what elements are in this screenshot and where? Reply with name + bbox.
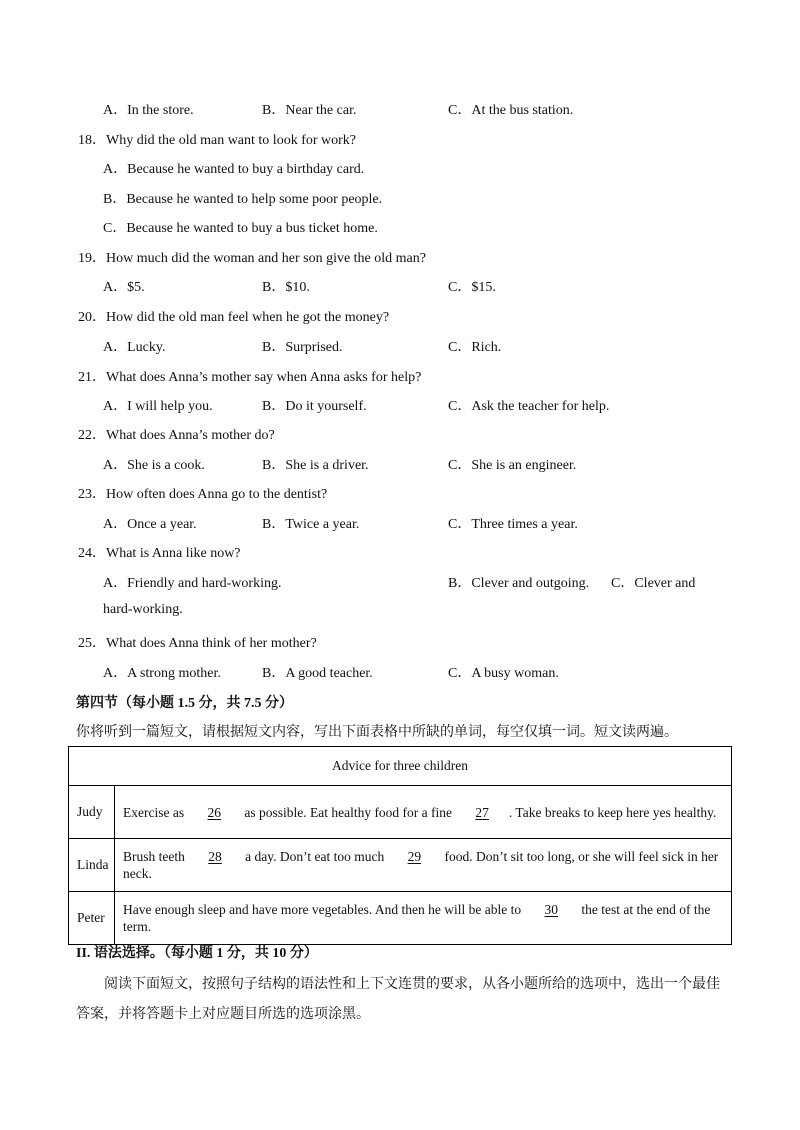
- blank-29: 29: [407, 849, 422, 864]
- question-25-stem: 25．What does Anna think of her mother?: [78, 636, 317, 651]
- judy-text-1: Exercise as: [123, 804, 185, 820]
- q18-option-b: B．Because he wanted to help some poor people.: [103, 192, 383, 207]
- question-22-stem: 22．What does Anna’s mother do?: [78, 428, 275, 443]
- q17-option-c: C．At the bus station.: [448, 103, 574, 118]
- peter-text-1: Have enough sleep and have more vegetables. And then he will be able to: [123, 902, 522, 917]
- question-18-stem: 18．Why did the old man want to look for work?: [78, 133, 357, 148]
- q20-option-a: A．Lucky.: [103, 340, 166, 355]
- judy-text-3: . Take breaks to keep here yes healthy.: [508, 804, 717, 820]
- q25-option-a: A．A strong mother.: [103, 666, 221, 681]
- q23-option-a: A．Once a year.: [103, 517, 197, 532]
- section-2-instruction: 阅读下面短文，按照句子结构的语法性和上下文连贯的要求，从各小题所给的选项中，选出一个最佳答案，并将答题卡上对应题目所选的选项涂黑。: [76, 977, 720, 1022]
- q20-option-b: B．Surprised.: [262, 340, 343, 355]
- linda-text-1: Brush teeth: [123, 849, 185, 864]
- blank-28: 28: [208, 849, 222, 864]
- section-4-instruction: 你将听到一篇短文，请根据短文内容，写出下面表格中所缺的单词，每空仅填一词。短文读两遍。: [76, 725, 678, 740]
- q17-option-a: A．In the store.: [103, 103, 194, 118]
- table-row: [69, 839, 732, 892]
- q18-option-a: A．Because he wanted to buy a birthday card.: [103, 162, 365, 177]
- q22-option-a: A．She is a cook.: [103, 458, 205, 473]
- blank-26: 26: [207, 804, 221, 820]
- linda-text-2: a day. Don’t eat too much: [245, 849, 385, 864]
- q25-option-c: C．A busy woman.: [448, 666, 559, 681]
- linda-text-3: food. Don’t sit too long, or she will feel sick in her neck.: [123, 849, 719, 881]
- q23-option-c: C．Three times a year.: [448, 517, 578, 532]
- q22-option-c: C．She is an engineer.: [448, 458, 577, 473]
- q22-option-b: B．She is a driver.: [262, 458, 369, 473]
- q21-option-a: A．I will help you.: [103, 399, 213, 414]
- row-text-peter: [115, 892, 732, 945]
- row-text-linda: [115, 839, 732, 892]
- q24-option-c-continued: hard-working.: [103, 602, 183, 617]
- row-name-judy: Judy: [69, 786, 115, 839]
- q19-option-a: A．$5.: [103, 280, 145, 295]
- section-4-title: 第四节（每小题 1.5 分，共 7.5 分）: [76, 696, 293, 711]
- q18-option-c: C．Because he wanted to buy a bus ticket home.: [103, 221, 378, 236]
- table-header: Advice for three children: [69, 747, 732, 786]
- question-21-stem: 21．What does Anna’s mother say when Anna asks for help?: [78, 370, 422, 385]
- q19-option-b: B．$10.: [262, 280, 310, 295]
- table-row: [69, 786, 732, 839]
- question-20-stem: 20．How did the old man feel when he got the money?: [78, 310, 390, 325]
- q24-option-b: B．Clever and outgoing.: [448, 576, 590, 591]
- peter-text-2: the test at the end of the term.: [123, 902, 711, 934]
- row-name-linda: Linda: [69, 839, 115, 892]
- q25-option-b: B．A good teacher.: [262, 666, 373, 681]
- q24-option-a: A．Friendly and hard-working.: [103, 576, 282, 591]
- advice-table: [68, 746, 732, 945]
- question-24-stem: 24．What is Anna like now?: [78, 546, 241, 561]
- section-2-title: II. 语法选择。（每小题 1 分，共 10 分）: [76, 946, 318, 961]
- q20-option-c: C．Rich.: [448, 340, 502, 355]
- q24-option-c: C．Clever and: [611, 576, 696, 591]
- q23-option-b: B．Twice a year.: [262, 517, 360, 532]
- judy-text-2: as possible. Eat healthy food for a fine: [244, 804, 453, 820]
- q17-option-b: B．Near the car.: [262, 103, 357, 118]
- question-19-stem: 19．How much did the woman and her son give the old man?: [78, 251, 426, 266]
- row-name-peter: Peter: [69, 892, 115, 945]
- row-text-judy: [115, 786, 732, 839]
- table-row: [69, 892, 732, 945]
- question-23-stem: 23．How often does Anna go to the dentist?: [78, 487, 328, 502]
- blank-30: 30: [544, 902, 558, 917]
- q21-option-b: B．Do it yourself.: [262, 399, 367, 414]
- q21-option-c: C．Ask the teacher for help.: [448, 399, 610, 414]
- q19-option-c: C．$15.: [448, 280, 496, 295]
- blank-27: 27: [475, 804, 489, 820]
